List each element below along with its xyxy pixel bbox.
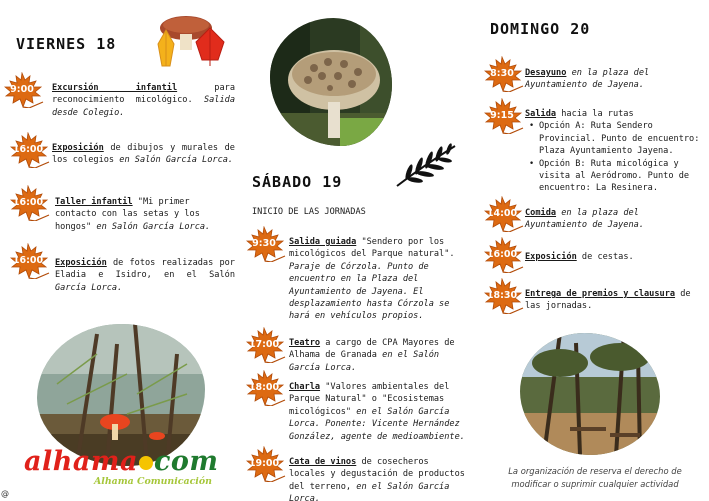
time-label: 16:00	[12, 144, 44, 155]
time-badge	[246, 226, 286, 262]
time-label: 18:30	[486, 290, 518, 301]
event-sabado-4	[289, 456, 465, 501]
event-text: "Sendero por los micológicos del Parque natural".	[289, 237, 455, 260]
list-item: • Opción A: Ruta Sendero Provincial. Punto de encuentro: Plaza Ayuntamiento Jayena.	[525, 120, 705, 157]
time-label: 9:15	[490, 110, 514, 121]
event-title: Teatro	[289, 338, 321, 348]
logo-part-com: com	[153, 446, 219, 477]
time-badge	[10, 185, 50, 221]
event-title: Salida guiada	[289, 237, 357, 247]
event-sabado-2	[289, 337, 465, 374]
event-title: Desayuno	[525, 68, 567, 78]
sabado-intro: INICIO DE LAS JORNADAS	[252, 207, 366, 217]
event-place: en Salón García Lorca.	[96, 221, 211, 232]
day-title-viernes: VIERNES 18	[16, 35, 117, 53]
disclaimer-note: La organización de reserva el derecho de modificar o suprimir cualquier actividad	[508, 466, 682, 489]
time-badge	[484, 98, 524, 134]
day-title-sabado: SÁBADO 19	[252, 173, 343, 191]
event-text: hacia la rutas	[556, 109, 634, 119]
mushroom-photo	[270, 18, 392, 146]
logo-wordmark	[24, 446, 218, 477]
event-text: de cosecheros locales y degustación de productos del terreno,	[289, 457, 465, 492]
time-label: 9:00	[10, 84, 34, 95]
event-title: Exposición	[525, 252, 577, 262]
event-viernes-4	[55, 257, 235, 294]
time-badge	[4, 72, 44, 108]
time-badge	[246, 370, 286, 406]
event-title: Comida	[525, 208, 557, 218]
event-text: "Mi primer contacto con las setas y los hongos"	[55, 197, 200, 232]
time-label: 16:00	[12, 197, 44, 208]
fern-branch-icon	[393, 140, 459, 190]
event-domingo-5	[525, 288, 705, 313]
time-badge	[246, 327, 286, 363]
time-label: 19:00	[248, 458, 280, 469]
event-domingo-4	[525, 251, 705, 263]
time-badge	[484, 278, 524, 314]
event-place: en la plaza del Ayuntamiento de Jayena.	[525, 68, 650, 91]
time-label: 9:30	[252, 238, 276, 249]
event-title: Cata de vinos	[289, 457, 357, 467]
event-title: Salida	[525, 109, 557, 119]
event-text: de fotos realizadas por Eladia e Isidro, en el Salón	[55, 258, 235, 281]
event-place: en el Salón García Lorca. Ponente: Vicente Hernández González, agente de medioambiente.	[289, 406, 465, 442]
event-title: Charla	[289, 382, 321, 392]
time-label: 8:30	[490, 68, 514, 79]
alhama-com-logo	[24, 446, 244, 490]
event-place: en la plaza del Ayuntamiento de Jayena.	[525, 208, 644, 231]
logo-dot	[139, 456, 153, 470]
time-badge	[10, 132, 50, 168]
autumn-leaves-icon	[152, 8, 230, 68]
event-viernes-2	[52, 142, 235, 167]
event-domingo-2	[525, 108, 705, 195]
logo-subtitle: Alhama Comunicación	[94, 476, 212, 487]
event-domingo-3	[525, 207, 705, 232]
event-text: para reconocimiento micológico.	[52, 83, 235, 106]
time-badge	[246, 446, 286, 482]
time-label: 18:00	[248, 382, 280, 393]
forest-photo	[520, 333, 660, 455]
event-text: de cestas.	[576, 252, 634, 262]
event-text: de dibujos y murales de los colegios	[52, 143, 235, 166]
event-text: "Valores ambientales del Parque Natural" o "Ecosistemas micológicos"	[289, 382, 450, 417]
event-place: en el Salón García Lorca.	[289, 350, 440, 373]
event-viernes-3	[55, 196, 233, 233]
event-title: Taller infantil	[55, 197, 133, 207]
event-place: en el Salón García Lorca.	[289, 481, 450, 501]
event-sabado-3	[289, 381, 465, 443]
event-title: Excursión infantil	[52, 83, 178, 93]
event-title: Exposición	[52, 143, 104, 153]
corner-mark: @	[1, 489, 9, 498]
time-label: 16:00	[12, 255, 44, 266]
time-badge	[484, 196, 524, 232]
route-options	[525, 120, 705, 194]
time-badge	[484, 56, 524, 92]
event-text: de las jornadas.	[525, 289, 691, 312]
logo-part-alhama: alhama	[24, 446, 138, 477]
time-badge	[10, 243, 50, 279]
event-place: en Salón García Lorca.	[119, 155, 234, 166]
time-badge	[484, 237, 524, 273]
event-place: Salida desde Colegio.	[52, 95, 235, 118]
event-title: Entrega de premios y clausura	[525, 289, 676, 299]
event-title: Exposición	[55, 258, 107, 268]
forest-photo	[37, 324, 205, 466]
event-text: a cargo de CPA Mayores de Alhama de Granada	[289, 338, 455, 361]
event-viernes-1	[52, 82, 235, 119]
day-title-domingo: DOMINGO 20	[490, 20, 591, 38]
time-label: 14:00	[486, 208, 518, 219]
event-place: Paraje de Córzola. Punto de encuentro en la Plaza del Ayuntamiento de Jayena. El desplazamiento hasta Córzola se hará en vehículos propios.	[289, 261, 450, 322]
event-domingo-1	[525, 67, 705, 92]
event-sabado-1	[289, 236, 465, 323]
time-label: 17:00	[248, 339, 280, 350]
list-item: • Opción B: Ruta micológica y visita al Aeródromo. Punto de encuentro: La Resinera.	[525, 158, 705, 195]
event-place: García Lorca.	[55, 282, 123, 293]
time-label: 16:00	[486, 249, 518, 260]
